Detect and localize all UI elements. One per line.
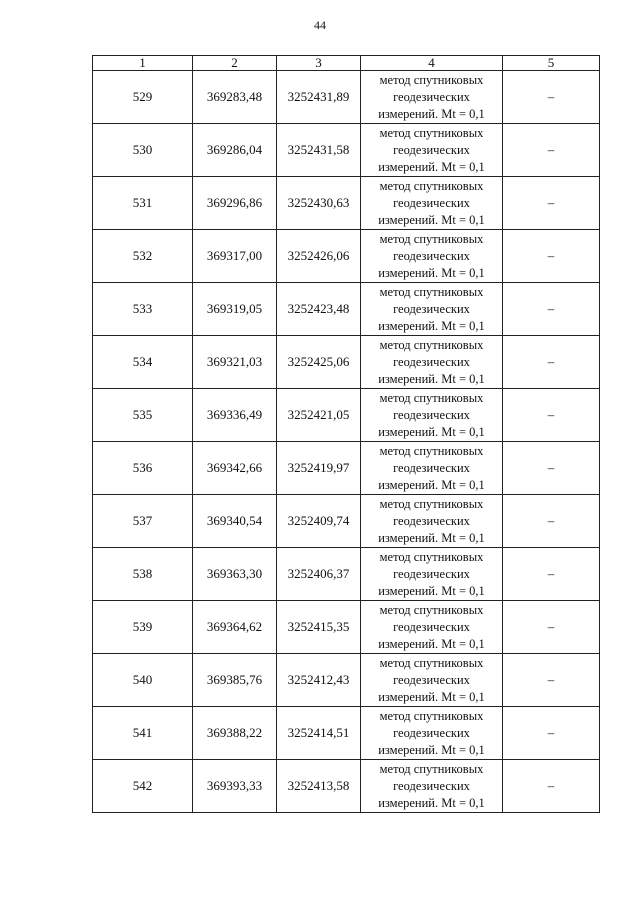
method-line: геодезических [393,195,470,210]
method-line: метод спутниковых [379,178,484,193]
method-line: геодезических [393,407,470,422]
method-line: метод спутниковых [379,337,484,352]
point-number-cell: 542 [93,760,193,813]
method-cell [361,760,503,813]
table-row [93,548,600,601]
point-number-cell: 539 [93,601,193,654]
method-line: геодезических [393,460,470,475]
x-coordinate-cell: 369321,03 [193,336,277,389]
note-cell: – [503,442,600,495]
column-header-2: 2 [193,56,277,71]
table-body [93,71,600,813]
point-number-cell: 540 [93,654,193,707]
method-line: геодезических [393,566,470,581]
method-line: измерений. Mt = 0,1 [378,265,485,280]
table-row [93,707,600,760]
column-header-5: 5 [503,56,600,71]
x-coordinate-cell: 369286,04 [193,124,277,177]
y-coordinate-cell: 3252415,35 [277,601,361,654]
table-row [93,336,600,389]
note-cell: – [503,124,600,177]
method-line: измерений. Mt = 0,1 [378,636,485,651]
method-cell [361,71,503,124]
y-coordinate-cell: 3252421,05 [277,389,361,442]
note-cell: – [503,283,600,336]
note-cell: – [503,707,600,760]
table-row [93,230,600,283]
method-line: геодезических [393,89,470,104]
method-line: измерений. Mt = 0,1 [378,424,485,439]
method-line: измерений. Mt = 0,1 [378,159,485,174]
method-line: измерений. Mt = 0,1 [378,371,485,386]
method-line: метод спутниковых [379,549,484,564]
x-coordinate-cell: 369296,86 [193,177,277,230]
note-cell: – [503,336,600,389]
table-row [93,654,600,707]
method-line: геодезических [393,725,470,740]
method-cell [361,442,503,495]
x-coordinate-cell: 369388,22 [193,707,277,760]
method-line: измерений. Mt = 0,1 [378,742,485,757]
y-coordinate-cell: 3252431,89 [277,71,361,124]
method-cell [361,336,503,389]
note-cell: – [503,654,600,707]
method-line: измерений. Mt = 0,1 [378,477,485,492]
y-coordinate-cell: 3252414,51 [277,707,361,760]
method-line: метод спутниковых [379,125,484,140]
method-line: геодезических [393,619,470,634]
point-number-cell: 530 [93,124,193,177]
method-cell [361,389,503,442]
column-header-4: 4 [361,56,503,71]
note-cell: – [503,495,600,548]
y-coordinate-cell: 3252413,58 [277,760,361,813]
x-coordinate-cell: 369385,76 [193,654,277,707]
method-cell [361,548,503,601]
y-coordinate-cell: 3252425,06 [277,336,361,389]
y-coordinate-cell: 3252426,06 [277,230,361,283]
y-coordinate-cell: 3252431,58 [277,124,361,177]
point-number-cell: 541 [93,707,193,760]
note-cell: – [503,601,600,654]
coordinates-table [92,55,600,813]
note-cell: – [503,71,600,124]
table-row [93,389,600,442]
y-coordinate-cell: 3252406,37 [277,548,361,601]
method-line: геодезических [393,354,470,369]
method-cell [361,230,503,283]
note-cell: – [503,760,600,813]
method-line: геодезических [393,778,470,793]
method-line: измерений. Mt = 0,1 [378,795,485,810]
x-coordinate-cell: 369393,33 [193,760,277,813]
method-line: метод спутниковых [379,231,484,246]
x-coordinate-cell: 369317,00 [193,230,277,283]
note-cell: – [503,548,600,601]
point-number-cell: 535 [93,389,193,442]
method-line: геодезических [393,248,470,263]
table-row [93,71,600,124]
method-line: метод спутниковых [379,443,484,458]
note-cell: – [503,177,600,230]
method-line: геодезических [393,513,470,528]
table-row [93,601,600,654]
table-row [93,760,600,813]
point-number-cell: 533 [93,283,193,336]
method-line: метод спутниковых [379,655,484,670]
method-cell [361,495,503,548]
table-row [93,495,600,548]
method-cell [361,124,503,177]
point-number-cell: 536 [93,442,193,495]
x-coordinate-cell: 369342,66 [193,442,277,495]
method-line: метод спутниковых [379,390,484,405]
x-coordinate-cell: 369364,62 [193,601,277,654]
y-coordinate-cell: 3252423,48 [277,283,361,336]
method-line: измерений. Mt = 0,1 [378,689,485,704]
y-coordinate-cell: 3252409,74 [277,495,361,548]
method-cell [361,707,503,760]
column-header-3: 3 [277,56,361,71]
method-cell [361,177,503,230]
table-row [93,442,600,495]
method-line: геодезических [393,301,470,316]
method-line: измерений. Mt = 0,1 [378,318,485,333]
method-line: метод спутниковых [379,761,484,776]
point-number-cell: 537 [93,495,193,548]
x-coordinate-cell: 369336,49 [193,389,277,442]
table-header-row [93,56,600,71]
column-header-1: 1 [93,56,193,71]
method-line: метод спутниковых [379,496,484,511]
method-cell [361,283,503,336]
y-coordinate-cell: 3252412,43 [277,654,361,707]
x-coordinate-cell: 369319,05 [193,283,277,336]
method-line: измерений. Mt = 0,1 [378,106,485,121]
point-number-cell: 532 [93,230,193,283]
method-line: измерений. Mt = 0,1 [378,583,485,598]
x-coordinate-cell: 369340,54 [193,495,277,548]
method-cell [361,654,503,707]
method-line: геодезических [393,142,470,157]
table-row [93,283,600,336]
point-number-cell: 529 [93,71,193,124]
x-coordinate-cell: 369363,30 [193,548,277,601]
method-line: измерений. Mt = 0,1 [378,212,485,227]
point-number-cell: 538 [93,548,193,601]
x-coordinate-cell: 369283,48 [193,71,277,124]
table-row [93,124,600,177]
note-cell: – [503,389,600,442]
method-cell [361,601,503,654]
method-line: измерений. Mt = 0,1 [378,530,485,545]
method-line: метод спутниковых [379,602,484,617]
method-line: метод спутниковых [379,708,484,723]
point-number-cell: 534 [93,336,193,389]
point-number-cell: 531 [93,177,193,230]
method-line: метод спутниковых [379,284,484,299]
method-line: метод спутниковых [379,72,484,87]
y-coordinate-cell: 3252419,97 [277,442,361,495]
table-row [93,177,600,230]
y-coordinate-cell: 3252430,63 [277,177,361,230]
method-line: геодезических [393,672,470,687]
note-cell: – [503,230,600,283]
page-number: 44 [314,18,326,32]
